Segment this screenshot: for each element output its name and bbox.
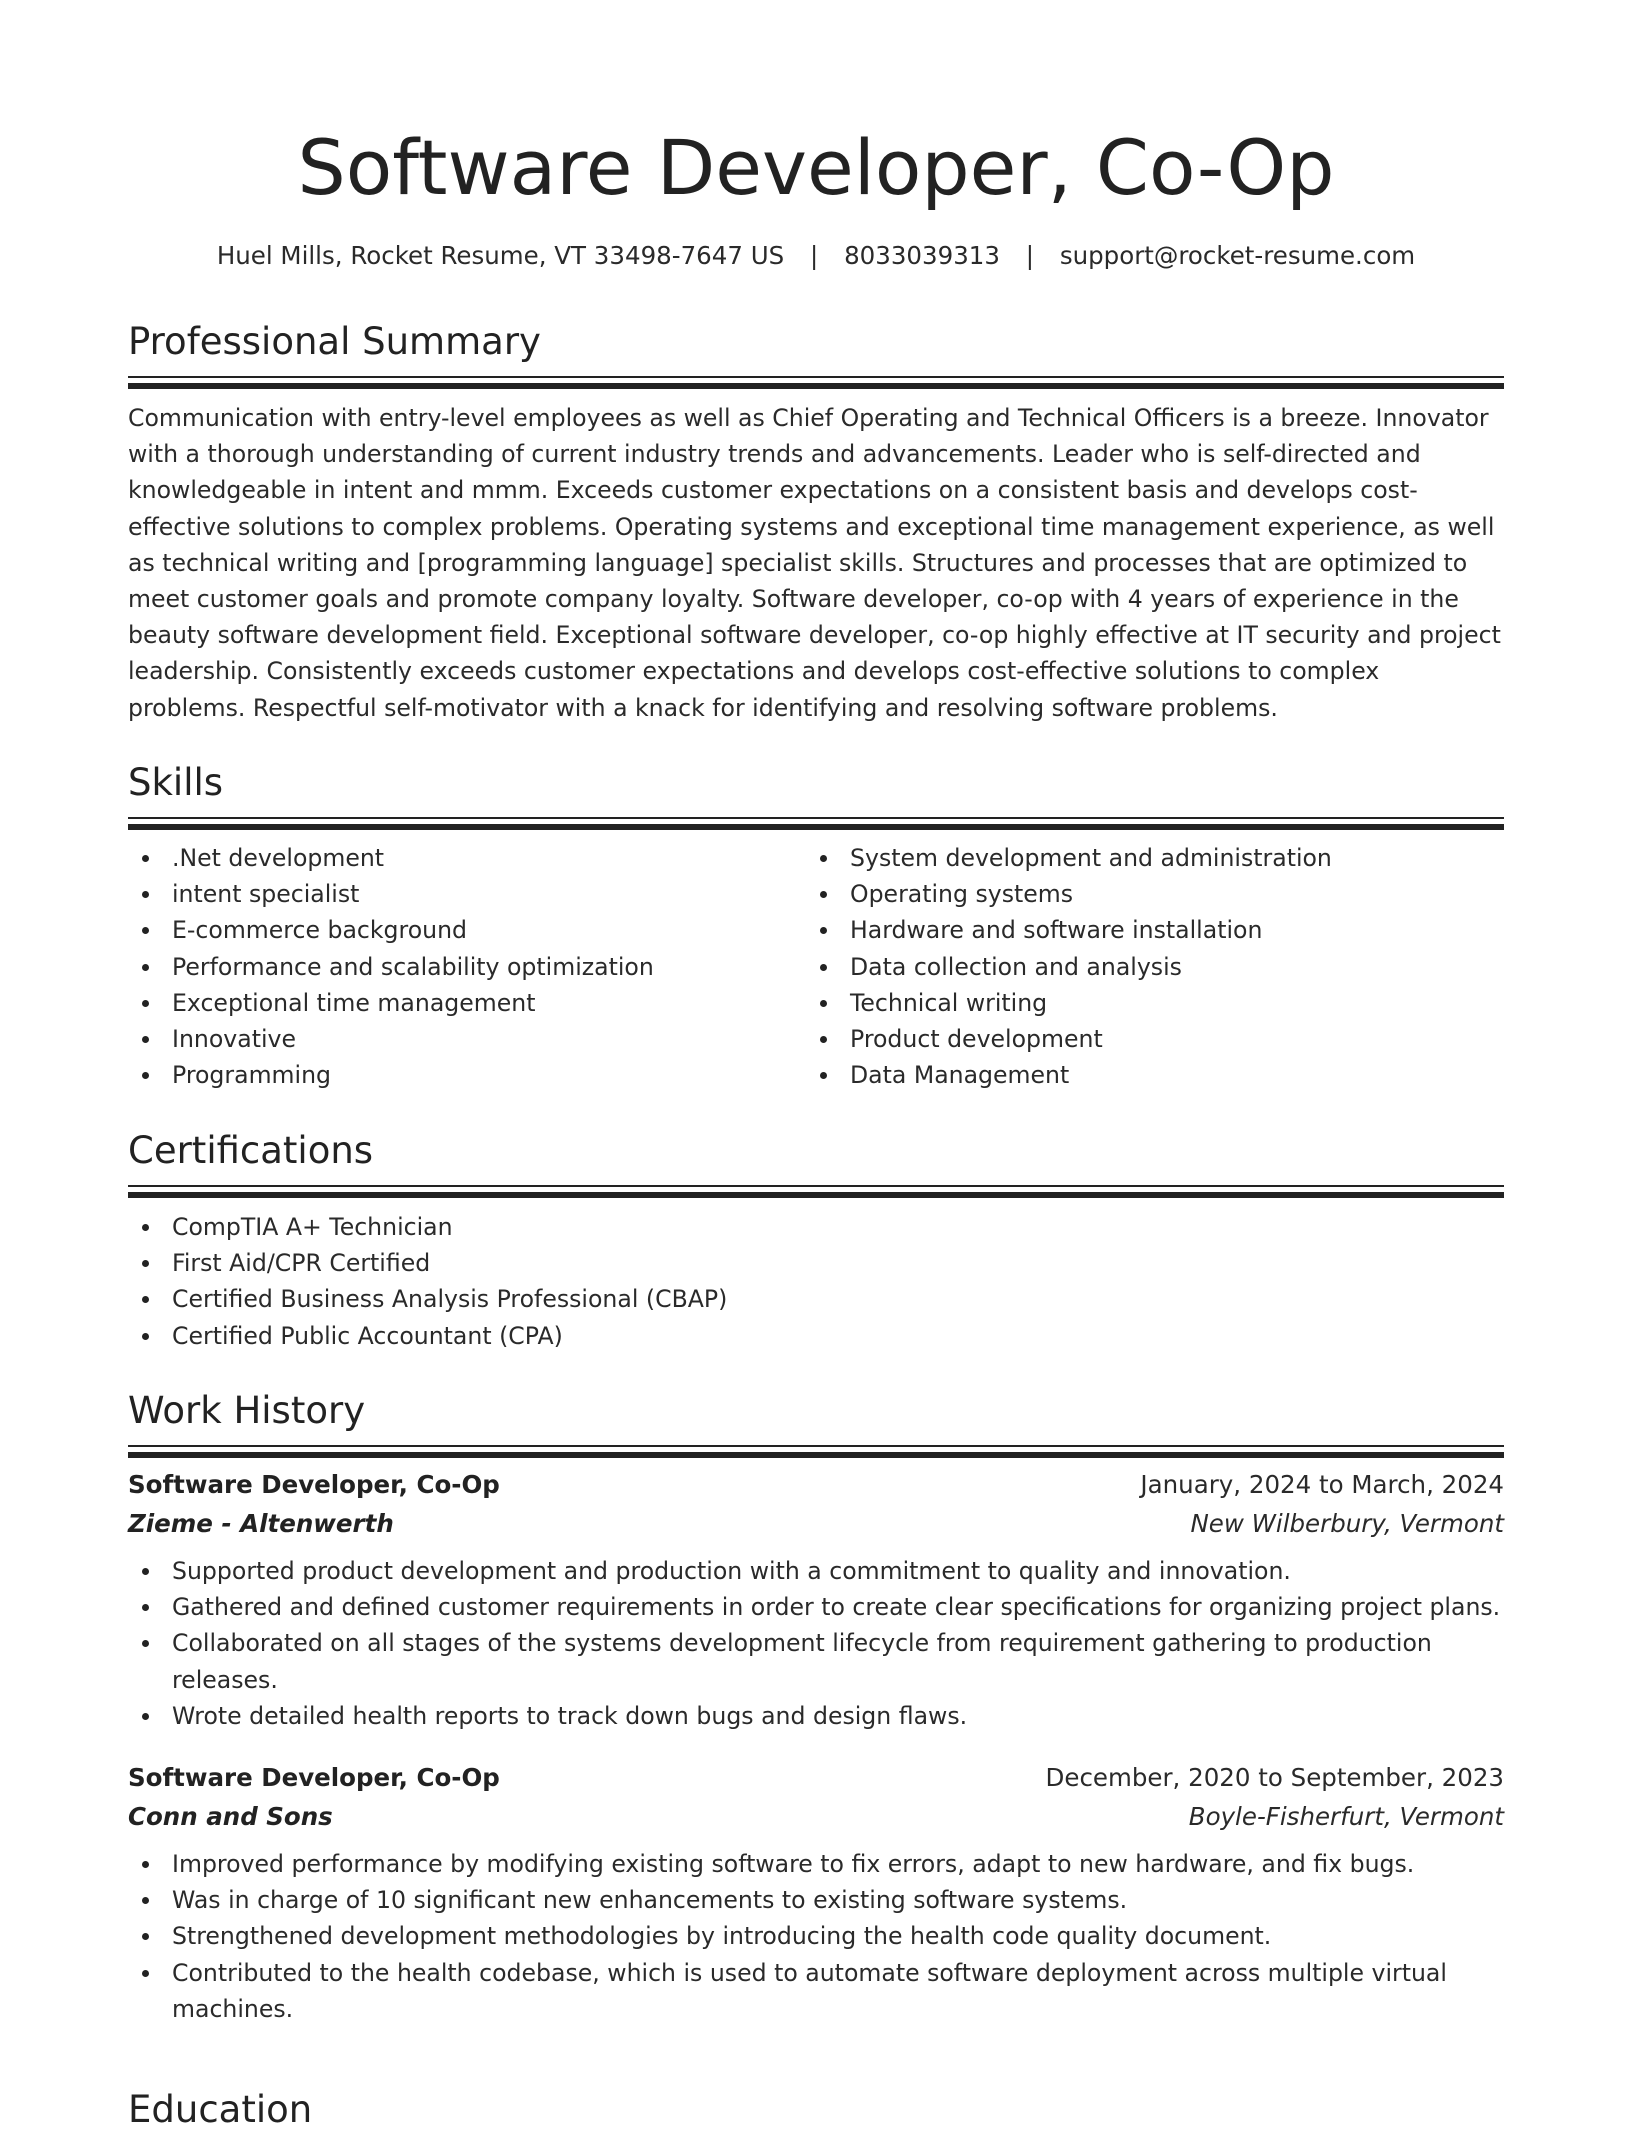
skill-item: Operating systems bbox=[806, 876, 1484, 912]
job-bullet: Improved performance by modifying existing software to fix errors, adapt to new hardware, and fix bugs. bbox=[128, 1846, 1504, 1882]
job-bullet: Supported product development and production with a commitment to quality and innovation. bbox=[128, 1553, 1504, 1589]
section-title-education: Education bbox=[128, 2088, 313, 2131]
job-dates: January, 2024 to March, 2024 bbox=[1140, 1470, 1504, 1499]
resume-name: Software Developer, Co-Op bbox=[297, 123, 1335, 212]
skill-item: System development and administration bbox=[806, 840, 1484, 876]
job-entry bbox=[128, 1465, 1504, 1734]
skill-item: Hardware and software installation bbox=[806, 912, 1484, 948]
job-bullets bbox=[128, 1846, 1504, 2027]
skill-item: intent specialist bbox=[128, 876, 806, 912]
job-entry bbox=[128, 1758, 1504, 2027]
skill-item: E-commerce background bbox=[128, 912, 806, 948]
section-title-skills: Skills bbox=[128, 761, 224, 804]
skill-item: Data collection and analysis bbox=[806, 949, 1484, 985]
section-title-work-history: Work History bbox=[128, 1389, 366, 1432]
work-history-section bbox=[128, 1387, 1504, 2027]
education-section bbox=[128, 2086, 1504, 2134]
job-location: Boyle-Fisherfurt, Vermont bbox=[1188, 1802, 1504, 1832]
job-bullet: Wrote detailed health reports to track down bugs and design flaws. bbox=[128, 1698, 1504, 1734]
section-rule bbox=[128, 376, 1504, 390]
skill-item: Technical writing bbox=[806, 985, 1484, 1021]
skill-item: Exceptional time management bbox=[128, 985, 806, 1021]
section-rule bbox=[128, 1445, 1504, 1459]
certifications-section bbox=[128, 1127, 1504, 1354]
job-bullet: Collaborated on all stages of the systems development lifecycle from requirement gathering to production releases. bbox=[128, 1625, 1504, 1697]
contact-line bbox=[128, 236, 1504, 276]
job-dates: December, 2020 to September, 2023 bbox=[1045, 1763, 1504, 1793]
job-bullet: Strengthened development methodologies by introducing the health code quality document. bbox=[128, 1918, 1504, 1954]
certifications-list bbox=[128, 1209, 1504, 1354]
job-title: Software Developer, Co-Op bbox=[128, 1470, 500, 1499]
job-bullet: Was in charge of 10 significant new enhancements to existing software systems. bbox=[128, 1882, 1504, 1918]
job-bullet: Contributed to the health codebase, which is used to automate software deployment across multiple virtual machines. bbox=[128, 1955, 1504, 2027]
contact-address: Huel Mills, Rocket Resume, VT 33498-7647 US bbox=[216, 241, 785, 270]
job-title: Software Developer, Co-Op bbox=[128, 1763, 500, 1793]
skill-item: Data Management bbox=[806, 1057, 1484, 1093]
contact-email: support@rocket-resume.com bbox=[1059, 241, 1416, 270]
skills-column-right bbox=[806, 840, 1484, 1093]
section-title-summary: Professional Summary bbox=[128, 320, 541, 363]
skill-item: Performance and scalability optimization bbox=[128, 949, 806, 985]
section-rule bbox=[128, 1185, 1504, 1199]
skills-column-left bbox=[128, 840, 806, 1093]
section-title-certifications: Certifications bbox=[128, 1129, 374, 1172]
job-bullet: Gathered and defined customer requirements in order to create clear specifications for organizing project plans. bbox=[128, 1589, 1504, 1625]
job-company: Conn and Sons bbox=[128, 1802, 333, 1832]
contact-separator: | bbox=[1025, 241, 1035, 270]
job-company: Zieme - Altenwerth bbox=[128, 1509, 394, 1538]
skill-item: Programming bbox=[128, 1057, 806, 1093]
contact-separator: | bbox=[810, 241, 819, 270]
certification-item: Certified Public Accountant (CPA) bbox=[128, 1318, 1504, 1354]
skills-columns bbox=[128, 840, 1504, 1093]
skill-item: Innovative bbox=[128, 1021, 806, 1057]
skills-section bbox=[128, 759, 1504, 1093]
summary-section bbox=[128, 318, 1504, 726]
section-rule bbox=[128, 817, 1504, 831]
certification-item: First Aid/CPR Certified bbox=[128, 1245, 1504, 1281]
summary-text: Communication with entry-level employees as well as Chief Operating and Technical Officers is a breeze. Innovator with a thorough understanding of current industry trends and advancements. Leader who is self-directed and knowledgeable in intent and mmm. Exceeds customer expectations on a consistent basis and develops cost-effective solutions to complex problems. Operating systems and exceptional time management experience, as well as technical writing and [programming language] specialist skills. Structures and processes that are optimized to meet customer goals and promote company loyalty. Software developer, co-op with 4 years of experience in the beauty software development field. Exceptional software developer, co-op highly effective at IT security and project leadership. Consistently exceeds customer expectations and develops cost-effective solutions to complex problems. Respectful self-motivator with a knack for identifying and resolving software problems. bbox=[128, 404, 1501, 722]
job-bullets bbox=[128, 1553, 1504, 1734]
job-location: New Wilberbury, Vermont bbox=[1190, 1509, 1504, 1538]
skill-item: .Net development bbox=[128, 840, 806, 876]
certification-item: CompTIA A+ Technician bbox=[128, 1209, 1504, 1245]
skill-item: Product development bbox=[806, 1021, 1484, 1057]
certification-item: Certified Business Analysis Professional (CBAP) bbox=[128, 1281, 1504, 1317]
contact-phone: 8033039313 bbox=[844, 241, 1000, 270]
